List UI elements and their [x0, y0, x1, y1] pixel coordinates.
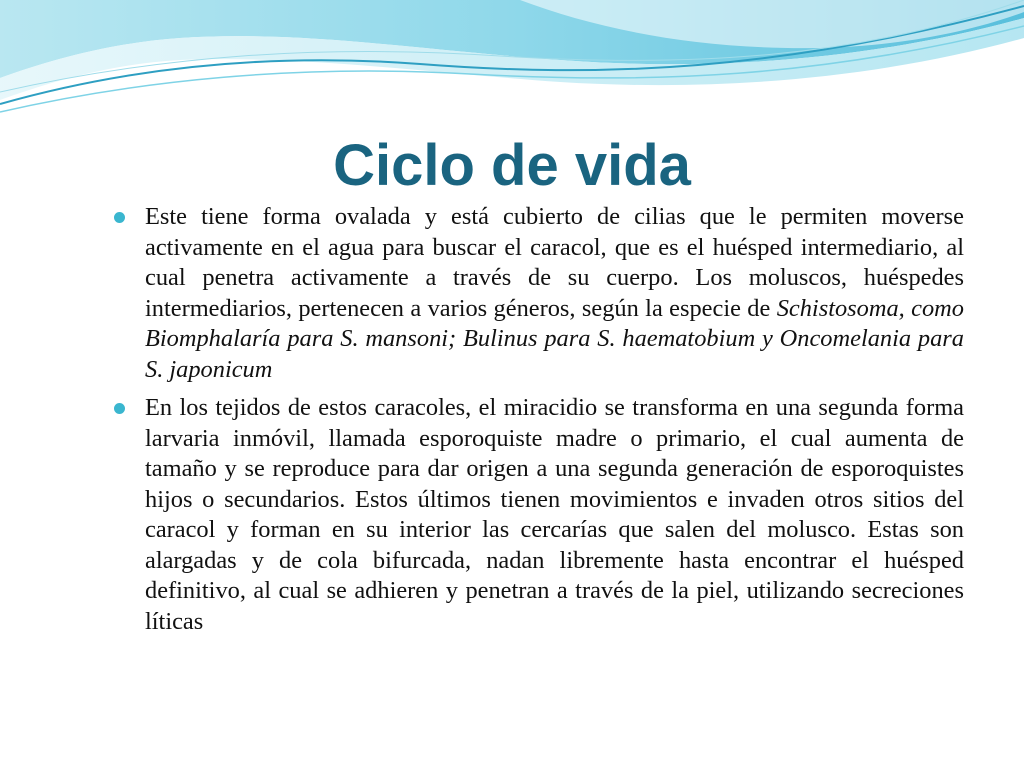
decorative-wave-header	[0, 0, 1024, 140]
bullet-dot-icon	[114, 212, 125, 223]
bullet-2-text: En los tejidos de estos caracoles, el miracidio se transforma en una segunda forma larvaria inmóvil, llamada esporoquiste madre o primario, el cual aumenta de tamaño y se reproduce para dar origen a una segunda generación de esporoquistes hijos o secundarios. Estos últimos tienen movimientos e invaden otros sitios del caracol y forman en su interior las cercarías que salen del molusco. Estas son alargadas y de cola bifurcada, nadan libremente hasta encontrar el huésped definitivo, al cual se adhieren y penetran a través de la piel, utilizando secreciones líticas	[145, 394, 964, 635]
bullet-item-2	[112, 393, 964, 637]
bullet-list	[112, 202, 964, 645]
bullet-1-text: Este tiene forma ovalada y está cubierto de cilias que le permiten moverse activamente en el agua para buscar el caracol, que es el huésped intermediario, al cual penetra activamente a través de su cuerpo. Los moluscos, huéspedes intermediarios, pertenecen a varios géneros, según la especie de	[145, 203, 964, 322]
bullet-1-italic-text: Schistosoma, como Biomphalaría para S. mansoni; Bulinus para S. haematobium y Oncomelania para S. japonicum	[145, 294, 964, 383]
bullet-dot-icon	[114, 403, 125, 414]
slide-title: Ciclo de vida	[333, 133, 691, 198]
bullet-item-1	[112, 202, 964, 385]
